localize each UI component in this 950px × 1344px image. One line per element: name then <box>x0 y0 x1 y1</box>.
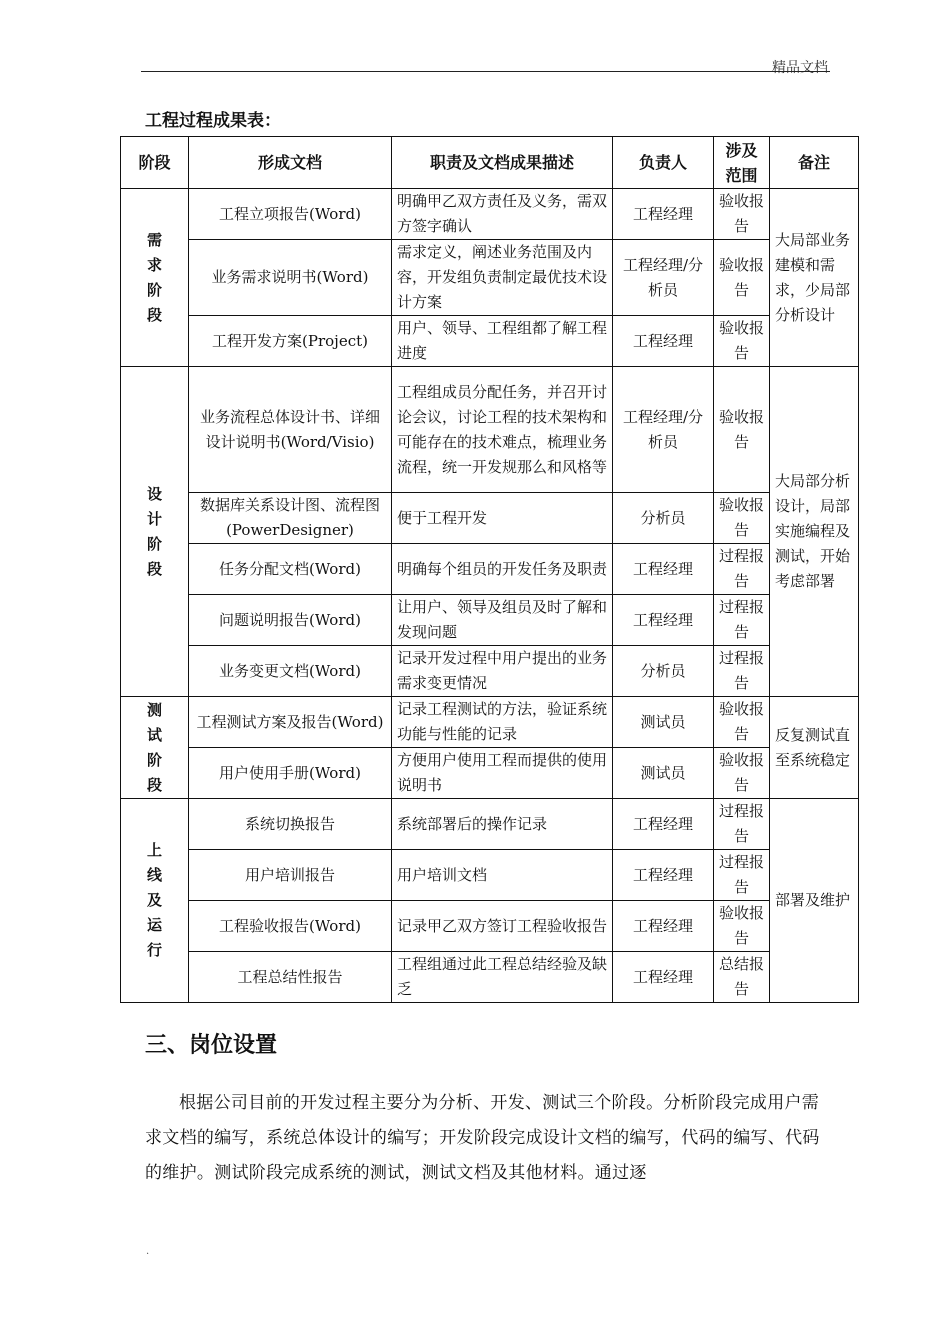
doc-cell: 任务分配文档(Word) <box>189 544 392 595</box>
body-paragraph: 根据公司目前的开发过程主要分为分析、开发、测试三个阶段。分析阶段完成用户需求文档的编写，系统总体设计的编写；开发阶段完成设计文档的编写，代码的编写、代码的维护。测试阶段完成系统的测试，测试文档及其他材料。通过逐 <box>145 1093 820 1183</box>
scope-cell: 验收报告 <box>714 240 770 316</box>
desc-cell: 方便用户使用工程而提供的使用说明书 <box>392 748 613 799</box>
desc-cell: 记录开发过程中用户提出的业务需求变更情况 <box>392 646 613 697</box>
scope-cell: 过程报告 <box>714 850 770 901</box>
owner-cell: 工程经理/分析员 <box>613 240 714 316</box>
owner-cell: 工程经理 <box>613 544 714 595</box>
results-table <box>120 136 859 1003</box>
owner-cell: 工程经理 <box>613 189 714 240</box>
scope-cell: 验收报告 <box>714 316 770 367</box>
stage-label: 需求阶段 <box>146 230 162 324</box>
stage-cell <box>121 189 189 367</box>
owner-cell: 分析员 <box>613 646 714 697</box>
table-row <box>121 697 859 748</box>
doc-cell: 问题说明报告(Word) <box>189 595 392 646</box>
doc-cell: 工程开发方案(Project) <box>189 316 392 367</box>
owner-cell: 工程经理 <box>613 799 714 850</box>
scope-cell: 验收报告 <box>714 367 770 493</box>
scope-cell: 总结报告 <box>714 952 770 1003</box>
note-cell: 大局部分析设计，局部实施编程及测试，开始考虑部署 <box>770 367 859 697</box>
scope-cell: 验收报告 <box>714 697 770 748</box>
scope-cell: 验收报告 <box>714 748 770 799</box>
scope-cell: 验收报告 <box>714 189 770 240</box>
desc-cell: 让用户、领导及组员及时了解和发现问题 <box>392 595 613 646</box>
note-cell: 反复测试直至系统稳定 <box>770 697 859 799</box>
desc-cell: 明确甲乙双方责任及义务，需双方签字确认 <box>392 189 613 240</box>
doc-cell: 用户培训报告 <box>189 850 392 901</box>
table-row <box>121 952 859 1003</box>
table-row <box>121 367 859 493</box>
doc-cell: 工程测试方案及报告(Word) <box>189 697 392 748</box>
owner-cell: 测试员 <box>613 697 714 748</box>
header-cell-note: 备注 <box>770 137 859 189</box>
doc-cell: 业务流程总体设计书、详细设计说明书(Word/Visio) <box>189 367 392 493</box>
header-cell-stage: 阶段 <box>121 137 189 189</box>
table-row <box>121 850 859 901</box>
scope-cell: 验收报告 <box>714 901 770 952</box>
owner-cell: 工程经理 <box>613 850 714 901</box>
table-row <box>121 646 859 697</box>
doc-cell: 业务需求说明书(Word) <box>189 240 392 316</box>
scope-cell: 过程报告 <box>714 595 770 646</box>
table-row <box>121 240 859 316</box>
table-row <box>121 595 859 646</box>
scope-cell: 过程报告 <box>714 646 770 697</box>
desc-cell: 记录甲乙双方签订工程验收报告 <box>392 901 613 952</box>
table-row <box>121 901 859 952</box>
table-row <box>121 189 859 240</box>
scope-cell: 过程报告 <box>714 544 770 595</box>
desc-cell: 系统部署后的操作记录 <box>392 799 613 850</box>
scope-cell: 验收报告 <box>714 493 770 544</box>
doc-cell: 工程总结性报告 <box>189 952 392 1003</box>
footer-mark: . <box>146 1246 150 1257</box>
note-cell: 大局部业务建模和需求，少局部分析设计 <box>770 189 859 367</box>
desc-cell: 工程组成员分配任务，并召开讨论会议，讨论工程的技术架构和可能存在的技术难点，梳理业务流程，统一开发规那么和风格等 <box>392 367 613 493</box>
table-row <box>121 748 859 799</box>
doc-cell: 工程立项报告(Word) <box>189 189 392 240</box>
desc-cell: 用户、领导、工程组都了解工程进度 <box>392 316 613 367</box>
table-row <box>121 493 859 544</box>
doc-cell: 业务变更文档(Word) <box>189 646 392 697</box>
header-cell-owner: 负责人 <box>613 137 714 189</box>
table-row <box>121 316 859 367</box>
header-label: 精品文档 <box>772 60 828 76</box>
note-cell: 部署及维护 <box>770 799 859 1003</box>
table-row <box>121 799 859 850</box>
header-rule <box>141 71 830 72</box>
desc-cell: 便于工程开发 <box>392 493 613 544</box>
header-cell-description: 职责及文档成果描述 <box>392 137 613 189</box>
owner-cell: 工程经理 <box>613 595 714 646</box>
owner-cell: 工程经理 <box>613 316 714 367</box>
stage-label: 测试阶段 <box>146 700 162 794</box>
table-caption: 工程过程成果表： <box>145 111 281 131</box>
desc-cell: 需求定义，阐述业务范围及内容，开发组负责制定最优技术设计方案 <box>392 240 613 316</box>
doc-cell: 数据库关系设计图、流程图(PowerDesigner) <box>189 493 392 544</box>
desc-cell: 明确每个组员的开发任务及职责 <box>392 544 613 595</box>
doc-cell: 工程验收报告(Word) <box>189 901 392 952</box>
owner-cell: 分析员 <box>613 493 714 544</box>
section-heading: 三、岗位设置 <box>145 1033 278 1058</box>
scope-cell: 过程报告 <box>714 799 770 850</box>
header-cell-scope: 涉及范围 <box>714 137 770 189</box>
desc-cell: 记录工程测试的方法，验证系统功能与性能的记录 <box>392 697 613 748</box>
owner-cell: 工程经理 <box>613 901 714 952</box>
stage-cell <box>121 367 189 697</box>
stage-cell <box>121 799 189 1003</box>
header-cell-document: 形成文档 <box>189 137 392 189</box>
desc-cell: 工程组通过此工程总结经验及缺乏 <box>392 952 613 1003</box>
table-header-row <box>121 137 859 189</box>
doc-cell: 系统切换报告 <box>189 799 392 850</box>
owner-cell: 工程经理/分析员 <box>613 367 714 493</box>
doc-cell: 用户使用手册(Word) <box>189 748 392 799</box>
owner-cell: 测试员 <box>613 748 714 799</box>
desc-cell: 用户培训文档 <box>392 850 613 901</box>
stage-label: 上线及运行 <box>146 841 162 959</box>
owner-cell: 工程经理 <box>613 952 714 1003</box>
stage-label: 设计阶段 <box>146 484 162 578</box>
stage-cell <box>121 697 189 799</box>
table-row <box>121 544 859 595</box>
